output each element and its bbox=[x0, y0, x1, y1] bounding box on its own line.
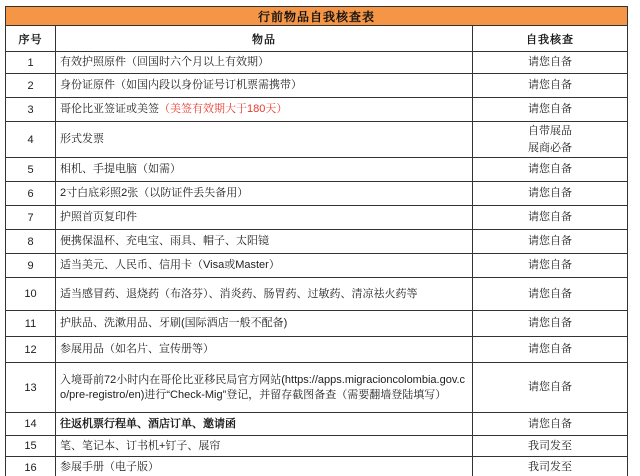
check-status bbox=[473, 122, 628, 158]
item-text: 适当美元、人民币、信用卡（Visa或Master） bbox=[56, 254, 473, 278]
header-item: 物品 bbox=[56, 26, 473, 52]
row-number: 6 bbox=[6, 182, 56, 206]
table-row bbox=[6, 436, 628, 457]
table-row bbox=[6, 230, 628, 254]
row-number: 3 bbox=[6, 98, 56, 122]
table-title-row bbox=[6, 7, 628, 26]
check-status: 请您自备 bbox=[473, 230, 628, 254]
item-text-note: （美签有效期大于180天） bbox=[159, 103, 288, 116]
item-text: 入境哥前72小时内在哥伦比亚移民局官方网站(https://apps.migracioncolombia.gov.co/pre-registro/en)进行“Check-Mig”登记，并留存截图备查（需要翻墙登陆填写） bbox=[56, 363, 473, 413]
check-status-line1: 自带展品 bbox=[528, 125, 573, 137]
check-status: 请您自备 bbox=[473, 337, 628, 363]
table-row bbox=[6, 182, 628, 206]
check-status: 请您自备 bbox=[473, 74, 628, 98]
check-status: 请您自备 bbox=[473, 206, 628, 230]
check-status: 请您自备 bbox=[473, 182, 628, 206]
header-check: 自我核查 bbox=[473, 26, 628, 52]
table-row bbox=[6, 206, 628, 230]
item-text: 2寸白底彩照2张（以防证件丢失备用） bbox=[56, 182, 473, 206]
row-number: 2 bbox=[6, 74, 56, 98]
table-row bbox=[6, 52, 628, 74]
row-number: 15 bbox=[6, 436, 56, 457]
row-number: 4 bbox=[6, 122, 56, 158]
row-number: 16 bbox=[6, 457, 56, 476]
checklist-table bbox=[5, 6, 628, 476]
table-row bbox=[6, 457, 628, 476]
row-number: 9 bbox=[6, 254, 56, 278]
item-text: 参展手册（电子版） bbox=[56, 457, 473, 476]
check-status: 请您自备 bbox=[473, 278, 628, 311]
row-number: 5 bbox=[6, 158, 56, 182]
table-row bbox=[6, 413, 628, 436]
table-row bbox=[6, 74, 628, 98]
row-number: 14 bbox=[6, 413, 56, 436]
check-status: 请您自备 bbox=[473, 158, 628, 182]
item-text: 有效护照原件（回国时六个月以上有效期） bbox=[56, 52, 473, 74]
item-text: 便携保温杯、充电宝、雨具、帽子、太阳镜 bbox=[56, 230, 473, 254]
table-header-row bbox=[6, 26, 628, 52]
item-text-main: 哥伦比亚签证或美签 bbox=[60, 103, 159, 116]
check-status: 我司发至 bbox=[473, 457, 628, 476]
item-text: 护照首页复印件 bbox=[56, 206, 473, 230]
row-number: 12 bbox=[6, 337, 56, 363]
item-text: 适当感冒药、退烧药（布洛芬）、消炎药、肠胃药、过敏药、清凉祛火药等 bbox=[56, 278, 473, 311]
table-row bbox=[6, 311, 628, 337]
row-number: 11 bbox=[6, 311, 56, 337]
row-number: 7 bbox=[6, 206, 56, 230]
item-text: 护肤品、洗漱用品、牙刷(国际酒店一般不配备) bbox=[56, 311, 473, 337]
check-status-line2: 展商必备 bbox=[528, 141, 573, 154]
table-title: 行前物品自我核查表 bbox=[6, 7, 628, 26]
table-row bbox=[6, 363, 628, 413]
item-text: 笔、笔记本、订书机+钉子、展帘 bbox=[56, 436, 473, 457]
check-status: 请您自备 bbox=[473, 311, 628, 337]
table-row bbox=[6, 98, 628, 122]
item-text: 往返机票行程单、酒店订单、邀请函 bbox=[56, 413, 473, 436]
header-no: 序号 bbox=[6, 26, 56, 52]
check-status: 请您自备 bbox=[473, 413, 628, 436]
row-number: 8 bbox=[6, 230, 56, 254]
check-status: 请您自备 bbox=[473, 254, 628, 278]
check-status: 我司发至 bbox=[473, 436, 628, 457]
table-row bbox=[6, 278, 628, 311]
table-row bbox=[6, 254, 628, 278]
item-text: 相机、手提电脑（如需） bbox=[56, 158, 473, 182]
check-status: 请您自备 bbox=[473, 98, 628, 122]
table-row bbox=[6, 337, 628, 363]
row-number: 1 bbox=[6, 52, 56, 74]
check-status: 请您自备 bbox=[473, 52, 628, 74]
check-status: 请您自备 bbox=[473, 363, 628, 413]
row-number: 10 bbox=[6, 278, 56, 311]
item-text: 形式发票 bbox=[56, 122, 473, 158]
row-number: 13 bbox=[6, 363, 56, 413]
table-row bbox=[6, 158, 628, 182]
table-row bbox=[6, 122, 628, 158]
item-text: 参展用品（如名片、宣传册等） bbox=[56, 337, 473, 363]
item-text: 身份证原件（如国内段以身份证号订机票需携带） bbox=[56, 74, 473, 98]
item-text bbox=[56, 98, 473, 122]
